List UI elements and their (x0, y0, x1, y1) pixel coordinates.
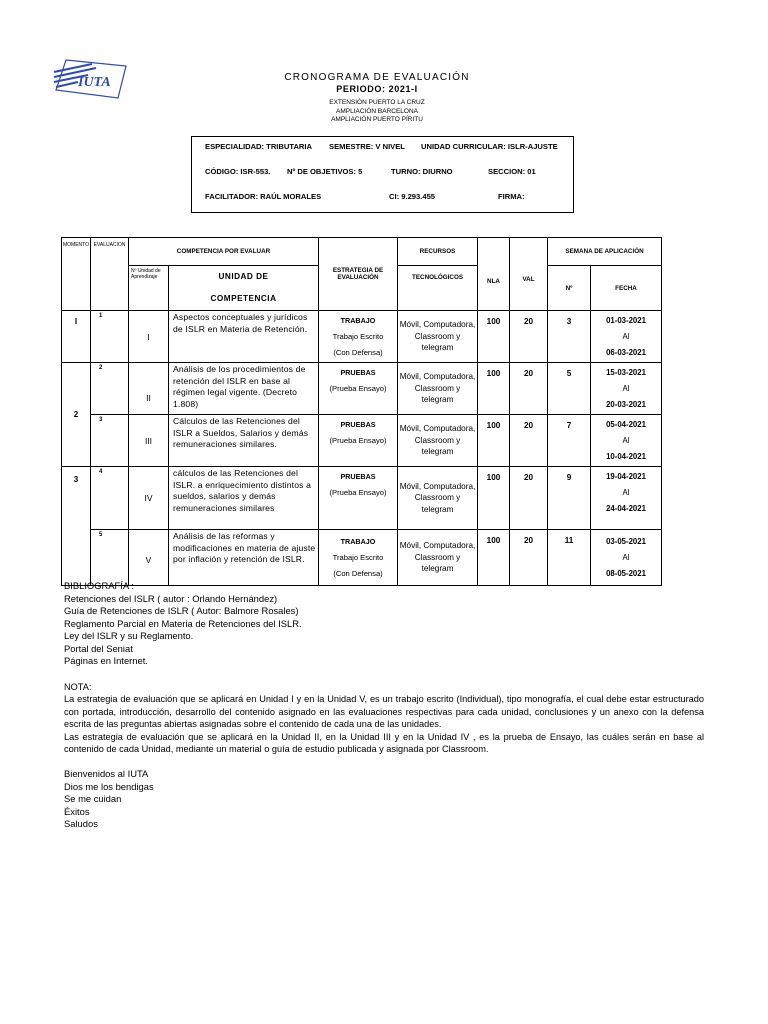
header-unidad-competencia (169, 266, 319, 311)
bibliography-title: BIBLIOGRAFÍA : (64, 580, 134, 591)
date-range (591, 311, 662, 363)
seccion: SECCION: 01 (488, 167, 536, 176)
campus-list (240, 99, 514, 125)
header-val: VAL (510, 238, 548, 311)
campus-1: EXTENSIÓN PUERTO LA CRUZ (329, 99, 425, 106)
note-section (64, 681, 704, 755)
resources-cell: Móvil, Computadora, Classroom y telegram (398, 363, 478, 415)
strategy-detail: (Prueba Ensayo) (329, 436, 387, 445)
iuta-logo (52, 58, 132, 100)
date-start: 15-03-2021 (606, 367, 646, 377)
unit-number: IV (129, 467, 169, 530)
closing-line: Bienvenidos al IUTA (64, 768, 149, 779)
nla-value: 100 (478, 467, 510, 530)
nla-value: 100 (478, 363, 510, 415)
bibliography-item: Portal del Seniat (64, 642, 133, 654)
closing-section (64, 768, 364, 831)
turno: TURNO: DIURNO (391, 167, 453, 176)
header-semana: SEMANA DE APLICACIÓN (548, 238, 662, 266)
val-value: 20 (510, 467, 548, 530)
unit-content: Aspectos conceptuales y jurídicos de ISLR en Materia de Retención. (169, 311, 319, 363)
date-start: 01-03-2021 (606, 315, 646, 325)
iuta-logo-graphic (52, 58, 132, 100)
note-paragraph-2: Las estrategia de evaluación que se aplicará en la Unidad II, en la Unidad III y en la Unidad IV , es la prueba de Ensayo, las cuáles serán en base al contenido de cada Unidad, mediante un material o guía de estudio publicada y asignada por Classroom. (64, 731, 704, 755)
date-start: 19-04-2021 (606, 472, 646, 481)
header-n: Nº (548, 266, 591, 311)
evaluation-number: 5 (91, 530, 129, 586)
strategy-cell (319, 363, 398, 415)
week-number: 9 (548, 467, 591, 530)
header-unidad-de: UNIDAD DE (218, 272, 269, 281)
header-fecha: FECHA (591, 266, 662, 311)
document-title: CRONOGRAMA DE EVALUACIÓN (284, 72, 470, 83)
nla-value: 100 (478, 530, 510, 586)
note-title: NOTA: (64, 682, 92, 692)
unit-content: Cálculos de las Retenciones del ISLR a Sueldos, Salarios y demás remuneraciones similares. (169, 415, 319, 467)
strategy-detail: Trabajo Escrito (332, 552, 384, 562)
evaluation-number: 2 (91, 363, 129, 415)
strategy-type: PRUEBAS (340, 472, 376, 481)
week-number: 5 (548, 363, 591, 415)
week-number: 7 (548, 415, 591, 467)
strategy-detail: (Prueba Ensayo) (329, 488, 387, 497)
strategy-type: PRUEBAS (340, 420, 376, 429)
resources-cell: Móvil, Computadora, Classroom y telegram (398, 311, 478, 363)
table-row (62, 311, 662, 363)
date-range (591, 530, 662, 586)
header-momento: MOMENTO (62, 238, 91, 311)
header-tecnologicos: TECNOLÓGICOS (398, 266, 478, 311)
semestre: SEMESTRE: V NIVEL (329, 142, 405, 151)
closing-line: Se me cuidan (64, 793, 122, 804)
resources-cell: Móvil, Computadora, Classroom y telegram (398, 467, 478, 530)
firma: FIRMA: (498, 192, 525, 201)
table-row (62, 530, 662, 586)
header-estrategia: ESTRATEGIA DE EVALUACIÓN (319, 238, 398, 311)
campus-2: AMPLIACIÓN BARCELONA (336, 107, 418, 115)
val-value: 20 (510, 415, 548, 467)
strategy-cell (319, 415, 398, 467)
week-number: 3 (548, 311, 591, 363)
date-end: 20-03-2021 (606, 399, 646, 409)
date-end: 24-04-2021 (606, 504, 646, 513)
closing-line: Dios me los bendigas (64, 780, 154, 792)
note-paragraph-1: La estrategia de evaluación que se aplicará en Unidad I y en la Unidad V, es un trabajo escrito (Individual), tipo monografía, el cual debe estar estructurado con portada, introducción, desarrollo del contenido asignado en las evaluaciones respectivas para cada unidad, conclusiones y un anexo con la defensa escrita de las preguntas abiertas asignadas sobre el contenido de cada una de las unidades. (64, 694, 704, 730)
date-range (591, 467, 662, 530)
strategy-detail: Trabajo Escrito (332, 331, 384, 341)
facilitador: FACILITADOR: RAÚL MORALES (205, 192, 322, 201)
unit-content: cálculos de las Retenciones del ISLR. a enriquecimiento distintos a sueldos, salarios y demás remuneraciones similares (169, 467, 319, 530)
logo-text: IUTA (78, 75, 111, 90)
ci: CI: 9.293.455 (389, 192, 436, 201)
val-value: 20 (510, 311, 548, 363)
strategy-cell (319, 311, 398, 363)
evaluation-number: 4 (91, 467, 129, 530)
bibliography-item: Retenciones del ISLR ( autor : Orlando Hernández) (64, 592, 278, 604)
week-number: 11 (548, 530, 591, 586)
date-al: Al (622, 552, 630, 562)
date-al: Al (622, 331, 630, 341)
bibliography-item: Ley del ISLR y su Reglamento. (64, 630, 194, 641)
strategy-type: TRABAJO (340, 536, 376, 546)
course-info-box (191, 136, 574, 213)
table-row (62, 363, 662, 415)
strategy-type: PRUEBAS (340, 368, 376, 377)
momento-cell: 3 (62, 467, 91, 586)
date-end: 06-03-2021 (606, 347, 646, 357)
bibliography-item: Guía de Retenciones de ISLR ( Autor: Balmore Rosales) (64, 605, 299, 616)
momento-cell: 2 (62, 363, 91, 467)
unit-number: V (129, 530, 169, 586)
date-al: Al (622, 488, 630, 497)
evaluation-number: 1 (91, 311, 129, 363)
campus-3: AMPLIACIÓN PUERTO PÍRITU (331, 116, 423, 123)
especialidad: ESPECIALIDAD: TRIBUTARIA (205, 142, 313, 151)
unit-number: I (129, 311, 169, 363)
strategy-cell (319, 530, 398, 586)
strategy-cell (319, 467, 398, 530)
unit-content: Análisis de las reformas y modificaciones en materia de ajuste por inflación y retención de ISLR. (169, 530, 319, 586)
closing-line: Saludos (64, 818, 98, 829)
val-value: 20 (510, 363, 548, 415)
header-recursos: RECURSOS (398, 238, 478, 266)
strategy-note: (Con Defensa) (333, 347, 383, 357)
date-start: 05-04-2021 (606, 419, 646, 429)
title-block (240, 72, 514, 125)
header-competencia-2: COMPETENCIA (210, 294, 277, 303)
unit-number: III (129, 415, 169, 467)
header-competencia: COMPETENCIA POR EVALUAR (129, 238, 319, 266)
strategy-type: TRABAJO (340, 315, 376, 325)
codigo: CÓDIGO: ISR-553. (205, 167, 271, 176)
header-n-unidad: Nº Unidad de Aprendizaje (129, 266, 169, 311)
evaluation-number: 3 (91, 415, 129, 467)
period: PERIODO: 2021-I (336, 84, 418, 94)
evaluation-schedule-table (61, 237, 662, 586)
date-range (591, 363, 662, 415)
nla-value: 100 (478, 311, 510, 363)
bibliography-section (64, 580, 714, 668)
unidad-curricular: UNIDAD CURRICULAR: ISLR-AJUSTE (421, 142, 558, 151)
resources-cell: Móvil, Computadora, Classroom y telegram (398, 530, 478, 586)
resources-cell: Móvil, Computadora, Classroom y telegram (398, 415, 478, 467)
bibliography-item: Páginas en Internet. (64, 655, 148, 666)
bibliography-item: Reglamento Parcial en Materia de Retenciones del ISLR. (64, 617, 302, 629)
date-end: 08-05-2021 (606, 568, 646, 578)
momento-cell: I (62, 311, 91, 363)
header-nla: NLA (478, 238, 510, 311)
table-row (62, 467, 662, 530)
val-value: 20 (510, 530, 548, 586)
objetivos: Nº DE OBJETIVOS: 5 (287, 167, 363, 176)
date-al: Al (622, 435, 630, 445)
strategy-detail: (Prueba Ensayo) (329, 384, 387, 393)
date-end: 10-04-2021 (606, 451, 646, 461)
date-range (591, 415, 662, 467)
strategy-note: (Con Defensa) (333, 568, 383, 578)
unit-number: II (129, 363, 169, 415)
table-row (62, 415, 662, 467)
header-evaluacion: EVALUACION (91, 238, 129, 311)
unit-content: Análisis de los procedimientos de retención del ISLR en base al régimen legal vigente. (Decreto 1.808) (169, 363, 319, 415)
closing-line: Éxitos (64, 805, 90, 817)
nla-value: 100 (478, 415, 510, 467)
date-al: Al (622, 383, 630, 393)
date-start: 03-05-2021 (606, 536, 646, 546)
